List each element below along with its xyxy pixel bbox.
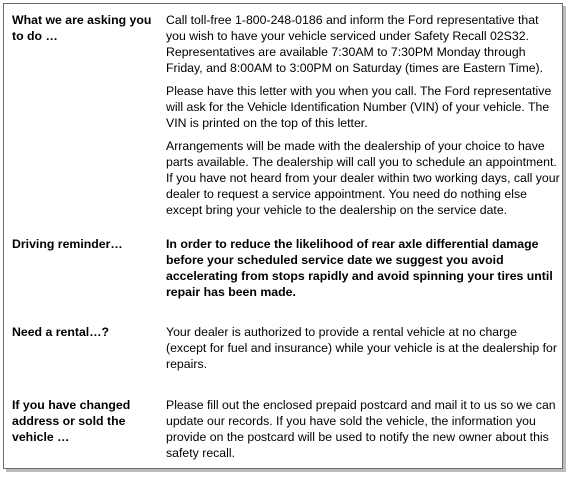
section-paragraph: Arrangements will be made with the dealership of your choice to have parts available. The dealership will call you to schedule an appointment. If you have not heard from your dealer within two working days, call your dealer to request a service appointment. You need do nothing else except bring your vehicle to the dealership on the service date. (166, 139, 560, 217)
section-label: Driving reminder… (12, 237, 123, 251)
recall-instructions-box (3, 3, 563, 469)
section-content (166, 12, 560, 225)
section-paragraph: Call toll-free 1-800-248-0186 and inform the Ford representative that you wish to have your vehicle serviced under Safety Recall 02S32. Representatives are available 7:30AM to 7:30PM Monday through Friday, and 8:00AM to 3:00PM on Saturday (times are Eastern Time). (166, 13, 544, 75)
section-paragraph: In order to reduce the likelihood of rear axle differential damage before your scheduled service date we suggest you avoid accelerating from stops rapidly and avoid spinning your tires until repair has been made. (166, 237, 553, 299)
section-paragraph: Please have this letter with you when you call. The Ford representative will ask for the Vehicle Identification Number (VIN) of your vehicle. The VIN is printed on the top of this letter. (166, 84, 552, 130)
section-paragraph: Your dealer is authorized to provide a rental vehicle at no charge (except for fuel and insurance) while your vehicle is at the dealership for repairs. (166, 325, 557, 371)
section-label: What we are asking you to do … (12, 13, 152, 43)
section-content (166, 324, 560, 379)
section-label: Need a rental…? (12, 325, 110, 339)
section-content (166, 236, 560, 307)
section-label: If you have changed address or sold the vehicle … (12, 398, 131, 444)
section-paragraph: Please fill out the enclosed prepaid postcard and mail it to us so we can update our records. If you have sold the vehicle, the information you provide on the postcard will be used to notify the new owner about this safety recall. (166, 398, 556, 460)
section-content (166, 397, 560, 468)
